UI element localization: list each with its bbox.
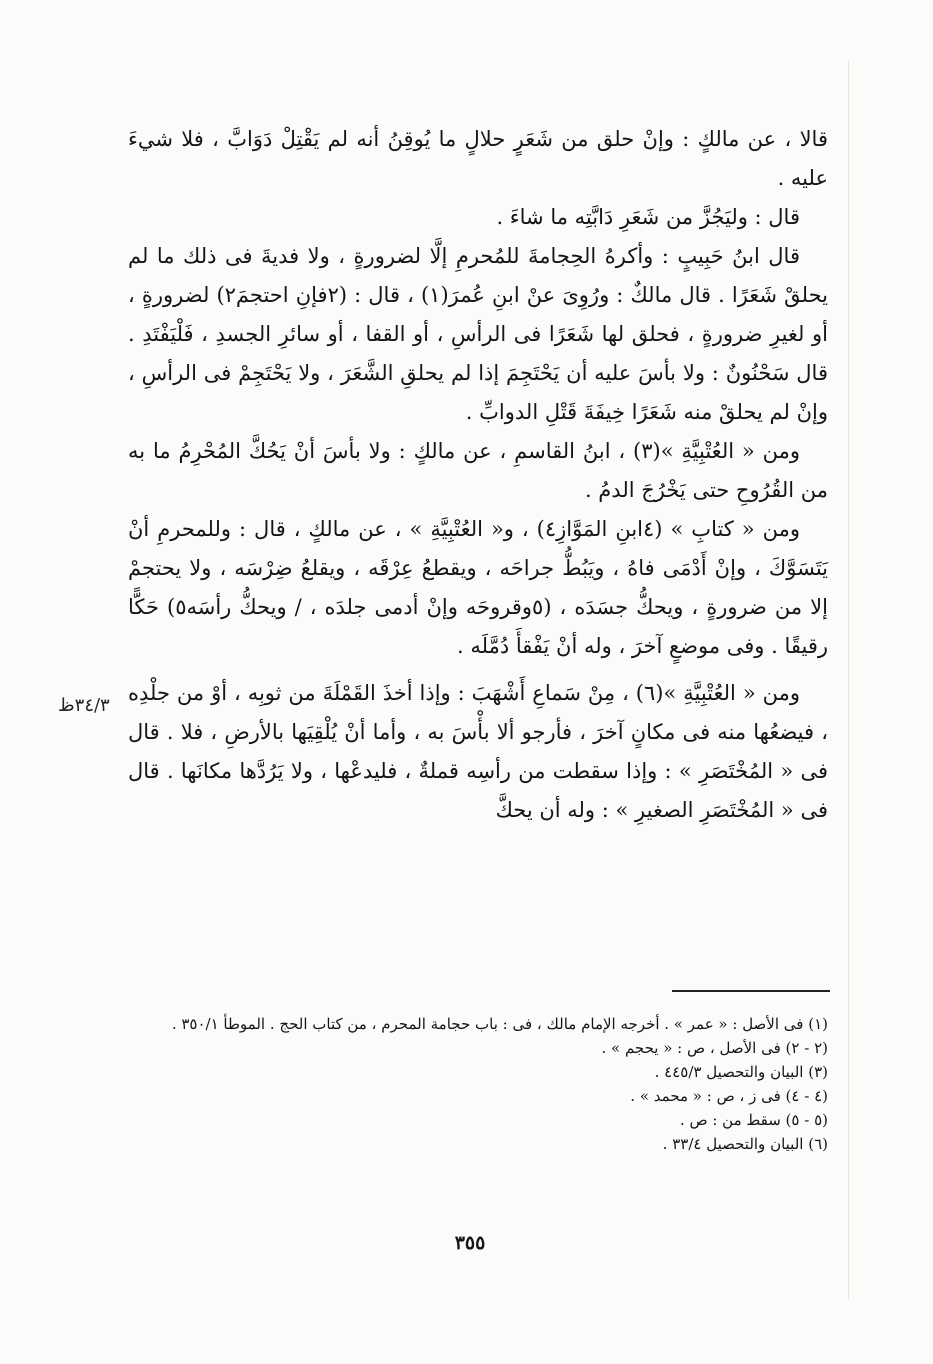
footnote-6: (٦) البيان والتحصيل ٣٣/٤ . <box>662 1135 828 1153</box>
footnote-divider <box>672 990 830 992</box>
paragraph-3: قال ابنُ حَبِيبٍ : وأكرهُ الحِجامةَ للمُحرمِ إلَّا لضرورةٍ ، ولا فديةَ فى ذلك ما لم يحلقْ شَعَرًا . قال مالكٌ : ورُوِىَ عنْ ابنِ عُمرَ(١) ، قال : (٢فإنِ احتجمَ٢) لضرورةٍ ، أو لغيرِ ضرورةٍ ، فحلق لها شَعَرًا فى الرأسِ ، أو القفا ، أو سائرِ الجسدِ ، فَلْيَفْتَدِ . قال سَحْنُونٌ : ولا بأسَ عليه أن يَحْتَجِمَ إذا لم يحلقِ الشَّعَرَ ، ولا يَحْتَجِمْ فى الرأسِ ، وإنْ لم يحلقْ منه شَعَرًا خِيفَةَ قَتْلِ الدوابِّ . <box>128 244 828 424</box>
footnotes <box>128 1012 828 1156</box>
paragraph-4: ومن « العُتْبِيَّةِ »(٣) ، ابنُ القاسمِ ، عن مالكٍ : ولا بأسَ أنْ يَحُكَّ المُحْرِمُ ما به من القُرُوحِ حتى يَخْرُجَ الدمُ . <box>128 439 828 502</box>
footnote-4: (٤ - ٤) فى ز ، ص : « محمد » . <box>630 1087 828 1105</box>
paragraph-1: قالا ، عن مالكٍ : وإنْ حلق من شَعَرٍ حلالٍ ما يُوقِنُ أنه لم يَقْتِلْ دَوَابَّ ، فلا شيءَ عليه . <box>128 127 828 190</box>
page-number: ٣٥٥ <box>454 1232 486 1254</box>
footnote-2: (٢ - ٢) فى الأصل ، ص : « يحجم » . <box>601 1039 828 1057</box>
main-text <box>128 120 828 830</box>
paragraph-2: قال : وليَجُزَّ من شَعَرِ دَابَّتِه ما شاءَ . <box>496 205 800 229</box>
paragraph-6: ومن « العُتْبِيَّةِ »(٦) ، مِنْ سَماعِ أَشْهَبَ : وإذا أخذَ القَمْلَةَ من ثوبِه ، أوْ من جلْدِه ، فيضعُها منه فى مكانٍ آخرَ ، فأرجو ألا بأْسَ به ، وأما أنْ يُلْقِيَها بالأرضِ ، فلا . قال فى « المُخْتَصَرِ » : وإذا سقطت من رأسِه قملةٌ ، فليدعْها ، ولا يَرُدَّها مكانَها . قال فى « المُخْتَصَرِ الصغيرِ » : وله أن يحكَّ <box>128 681 828 822</box>
footnote-5: (٥ - ٥) سقط من : ص . <box>679 1111 828 1129</box>
manuscript-folio-note: ٣٤/٣ظ <box>58 695 110 716</box>
footnote-3: (٣) البيان والتحصيل ٤٤٥/٣ . <box>654 1063 828 1081</box>
page-edge-line <box>848 60 849 1300</box>
footnote-1: (١) فى الأصل : « عمر » . أخرجه الإمام مالك ، فى : باب حجامة المحرم ، من كتاب الحج . الموطأ ٣٥٠/١ . <box>171 1015 828 1033</box>
paragraph-5: ومن « كتابِ » (٤ابنِ المَوَّازِ٤) ، و« العُتْبِيَّةِ » ، عن مالكٍ ، قال : وللمحرمِ أنْ يَتَسَوَّكَ ، وإنْ أَدْمَى فاهُ ، ويَبُطُّ جراحَه ، ويقطعُ عِرْقَه ، ويقلعُ ضِرْسَه ، ولا يحتجمْ إلا من ضرورةٍ ، ويحكُّ جسَدَه ، (٥وقروحَه وإنْ أدمى جلدَه ، / ويحكُّ رأسَه٥) حَكًّا رقيقًا . وفى موضعٍ آخرَ ، وله أنْ يَفْقأَ دُمَّلَه . <box>128 517 828 658</box>
